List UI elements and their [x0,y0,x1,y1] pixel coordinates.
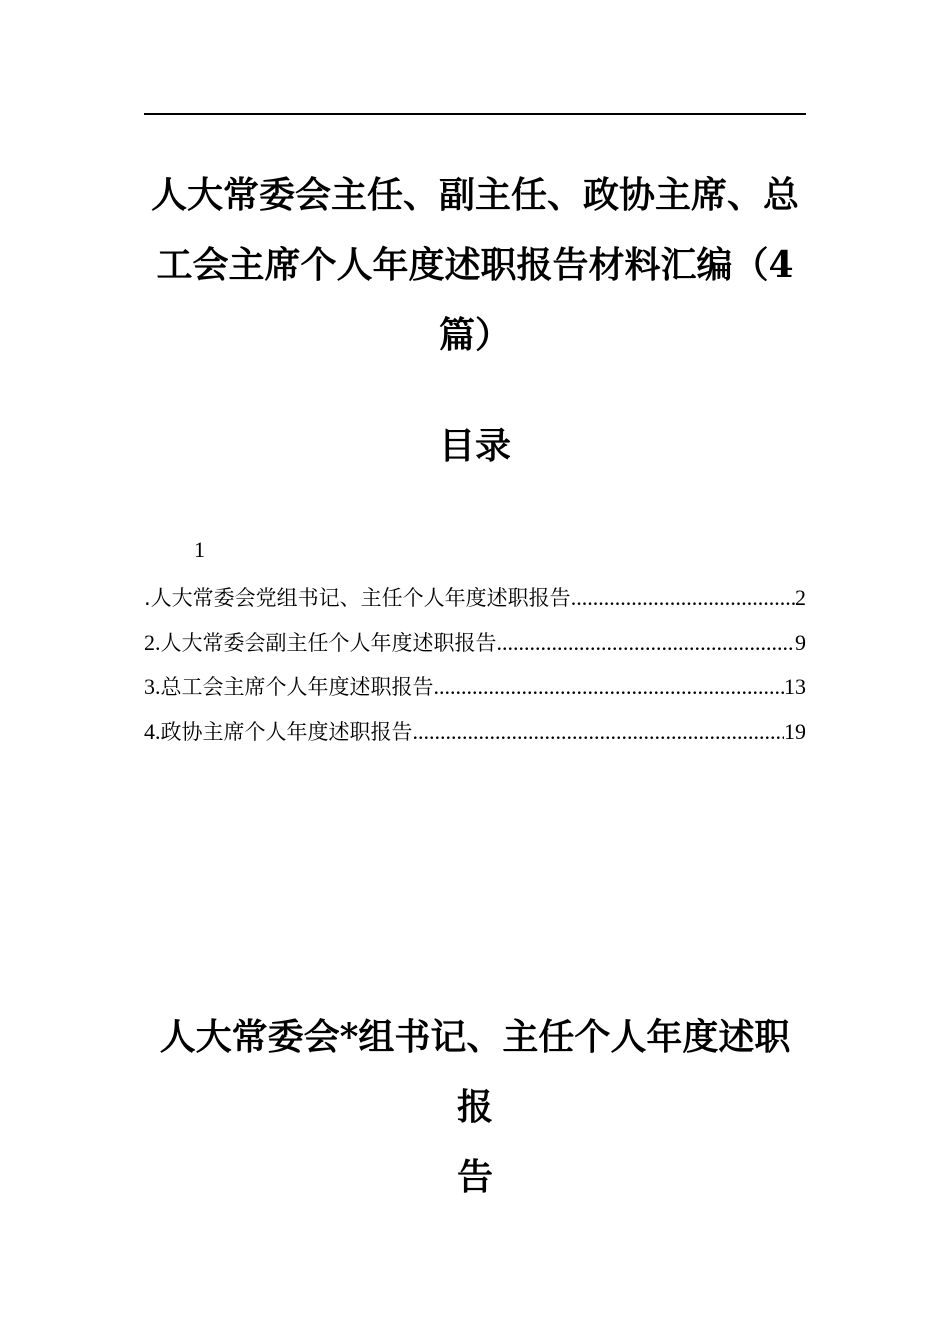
toc-first-number: 1 [194,537,205,562]
toc-entry-title: 人大常委会副主任个人年度述职报告 [160,630,497,655]
toc-heading: 目录 [438,425,511,467]
toc-entry[interactable] [144,665,806,710]
table-of-contents [144,576,806,754]
document-title [144,160,806,370]
toc-entry-title: .人大常委会党组书记、主任个人年度述职报告 [144,586,571,610]
toc-entry-page: 2 [795,585,806,610]
toc-entry-page: 9 [795,629,806,655]
toc-entry[interactable] [144,710,806,755]
toc-entry[interactable] [144,576,806,621]
toc-entry-page: 19 [784,718,806,744]
toc-entry-number: 4. [144,718,161,744]
toc-leader-dots [571,576,795,620]
section-title [144,1002,806,1212]
document-title-line: 工会主席个人年度述职报告材料汇编（4 [156,244,794,286]
document-title-line: 人大常委会主任、副主任、政协主席、总 [150,174,799,216]
top-rule [144,113,806,115]
toc-leader-dots [434,665,785,709]
section-title-line: 告 [456,1156,493,1198]
document-title-line: 篇） [438,314,511,356]
toc-entry-number: 2. [144,629,161,655]
toc-leader-dots [413,710,785,754]
toc-leader-dots [497,621,796,665]
toc-entry-title: 政协主席个人年度述职报告 [160,719,413,744]
section-title-line: 人大常委会*组书记、主任个人年度述职报 [159,1016,791,1128]
toc-entry-number: 3. [144,674,161,699]
toc-entry-title: 总工会主席个人年度述职报告 [160,675,434,699]
toc-entry-page: 13 [784,674,806,699]
toc-entry[interactable] [144,621,806,666]
